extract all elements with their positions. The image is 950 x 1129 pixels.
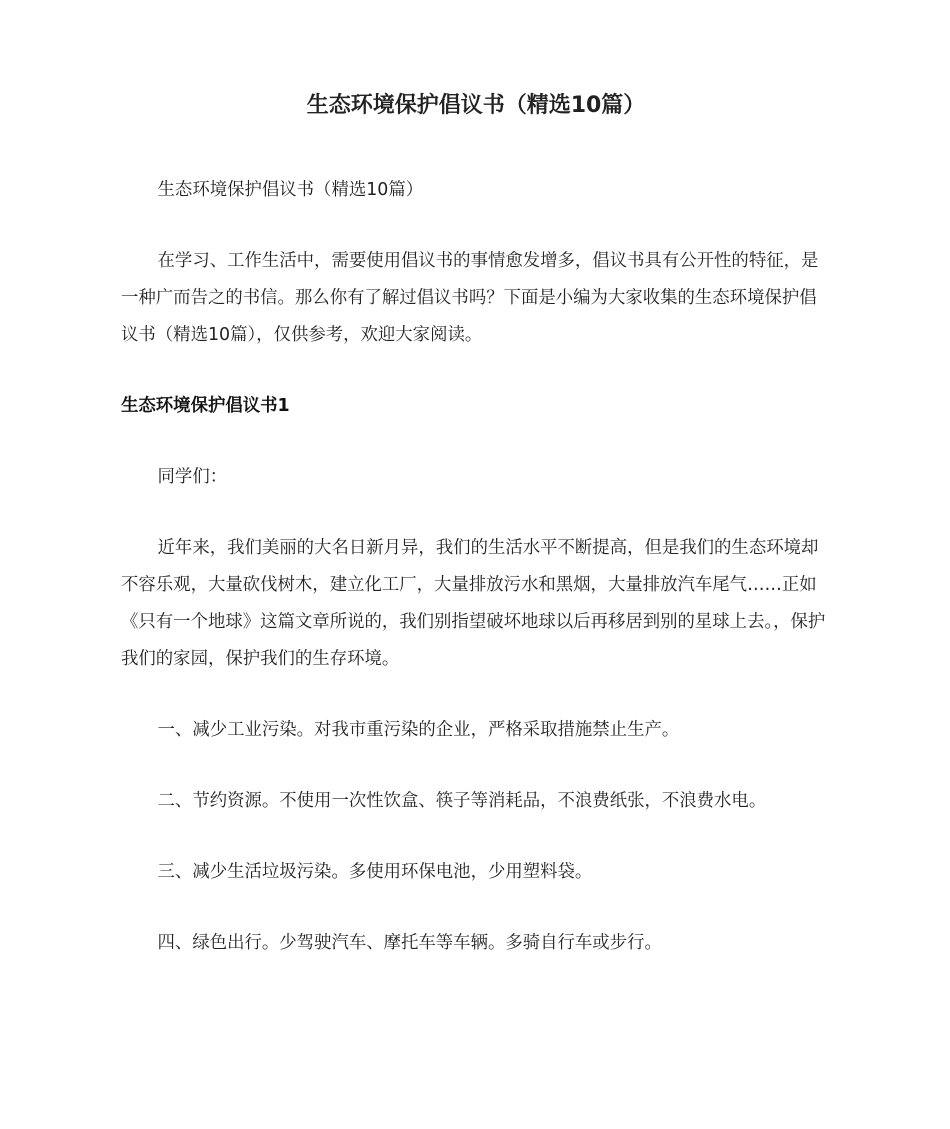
greeting-paragraph: 同学们： xyxy=(157,467,228,487)
proposal-item-1: 一、减少工业污染。对我市重污染的企业，严格采取措施禁止生产。 xyxy=(157,720,680,740)
section-heading: 生态环境保护倡议书1 xyxy=(121,396,290,416)
document-title: 生态环境保护倡议书（精选10篇） xyxy=(306,93,646,118)
document-subtitle: 生态环境保护倡议书（精选10篇） xyxy=(157,180,424,200)
intro-paragraph: 在学习、工作生活中，需要使用倡议书的事情愈发增多，倡议书具有公开性的特征，是一种广而告之的书信。那么你有了解过倡议书吗？下面是小编为大家收集的生态环境保护倡议书（精选10篇），仅供参考，欢迎大家阅读。 xyxy=(121,251,819,345)
body-paragraph: 近年来，我们美丽的大名日新月异，我们的生活水平不断提高，但是我们的生态环境却不容乐观，大量砍伐树木，建立化工厂，大量排放污水和黑烟，大量排放汽车尾气……正如《只有一个地球》这篇文章所说的，我们别指望破坏地球以后再移居到别的星球上去。，保护我们的家园，保护我们的生存环境。 xyxy=(121,538,826,669)
proposal-item-2: 二、节约资源。不使用一次性饮盒、筷子等消耗品，不浪费纸张，不浪费水电。 xyxy=(157,791,767,811)
document-content xyxy=(121,86,831,962)
proposal-item-4: 四、绿色出行。少驾驶汽车、摩托车等车辆。多骑自行车或步行。 xyxy=(157,933,662,953)
proposal-item-3: 三、减少生活垃圾污染。多使用环保电池，少用塑料袋。 xyxy=(157,862,593,882)
